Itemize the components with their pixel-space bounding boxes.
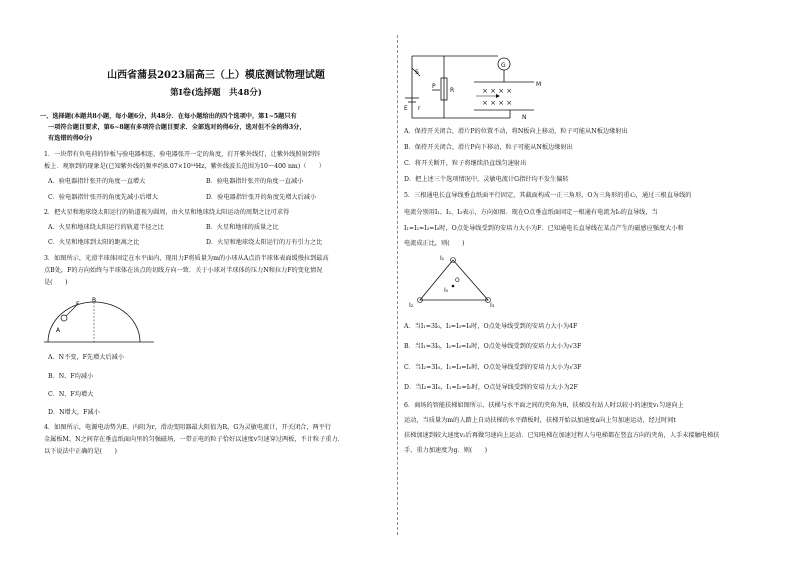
question-1-option-a: A．验电器指针张开的角度一直增大	[48, 178, 146, 185]
question-4-stem: 4．如图所示，电源电动势为E、内阻为r，滑动变阻器最大阻值为R，G为灵敏电流计，开关闭合，两平行	[44, 424, 332, 431]
figure-label-i2: I₂	[409, 302, 414, 308]
circuit-label-s: S	[415, 69, 419, 76]
question-1-stem: 板上．观察到的现象是(已知紫外线的频率约8.07×10¹⁴Hz，紫外线波长范围为10～400 nm)（ ）	[44, 163, 325, 170]
question-4-stem: 以下说法中正确的是( )	[44, 448, 117, 455]
question-5-stem: 电流分别用I₁、I₂、I₃表示，方向如图．现在O点垂直纸面固定一根通有电流为I₀的直导线，当	[404, 209, 658, 216]
figure-label-i0: I₀	[444, 287, 449, 294]
question-5-stem: 5．三根通电长直导线垂直纸面平行固定，其截面构成一正三角形，O为三角形的重心，通过三根直导线的	[404, 192, 692, 199]
question-3-option-b: B．N、F均减小	[48, 373, 94, 380]
question-6-stem: 扶梯加速到较大速度v₂后再做匀速向上运动．已知电梯在加速过程人与电梯都在竖直方向的夹角，人手未接触电梯扶	[404, 432, 720, 439]
question-3-stem: 3．如图所示，光滑半球体固定在水平面内，现用力F将质量为m的小球从A点沿半球体表面缓慢拉到最高	[44, 255, 329, 262]
figure-label-f: F	[76, 301, 80, 308]
question-5-option-a: A．当I₁=3I₀，I₂=I₃=I₀时，O点处导线受到的安培力大小为4F	[404, 323, 578, 330]
question-5-option-c: C．当I₂=3I₀，I₁=I₃=I₀时，O点处导线受到的安培力大小为√3F	[404, 364, 582, 371]
circuit-label-m: M	[536, 81, 542, 88]
svg-text:× × × ×: × × × ×	[482, 99, 513, 107]
figure-label-a: A	[56, 327, 61, 334]
circuit-label-n: N	[522, 114, 527, 121]
question-5-stem: I₁=I₂=I₃=I₀时，O点处导线受到的安培力大小为F．已知通电长直导线在某点产生的磁感应强度大小和	[404, 225, 684, 232]
question-3-stem: 点B处，F的方向始终与半球体在该点的切线方向一致．关于小球对半球体的压力N和拉力F的变化情况	[44, 267, 323, 274]
section-title: 第Ⅰ卷(选择题 共48分)	[170, 88, 262, 98]
hemisphere-figure	[42, 296, 162, 346]
question-6-stem: 6．商场的智能扶梯如图所示，扶梯与水平面之间的夹角为θ，扶梯没有站人时以较小的速度v₁匀速向上	[404, 402, 684, 409]
triangle-wires-figure	[408, 252, 498, 308]
question-5-option-b: B．当I₁=3I₀，I₂=I₃=I₀时，O点处导线受到的安培力大小为√3F	[404, 343, 582, 350]
figure-label-b: B	[92, 297, 97, 304]
question-5-option-d: D．当I₃=3I₀，I₁=I₂=I₀时，O点处导线受到的安培力大小为2F	[404, 384, 578, 391]
question-1-stem: 1．一块带有负电荷的锌板与验电器相连，验电器张开一定的角度，打开紫外线灯，让紫外线照射到锌	[44, 151, 321, 158]
question-1-option-c: C．验电器指针张开的角度先减小后增大	[48, 194, 158, 201]
figure-label-i1: I₁	[440, 255, 445, 262]
figure-label-i3: I₃	[490, 302, 495, 308]
circuit-label-r-internal: r	[418, 105, 421, 112]
instructions-line: 一、选择题(本题共8小题，每小题6分，共48分．在每小题给出的四个选项中，第1~5题只有	[40, 113, 297, 120]
question-1-option-d: D．验电器指针张开的角度先增大后减小	[206, 194, 317, 201]
circuit-label-e: E	[404, 105, 408, 112]
circuit-diagram	[402, 48, 542, 124]
instructions-line: 一项符合题目要求，第6~8题有多项符合题目要求．全部选对的得6分，选对但不全的得3分，	[48, 124, 306, 131]
circuit-label-g: G	[501, 62, 506, 69]
question-4-option-c: C．将开关断开，粒子将继续沿直线匀速射出	[404, 160, 527, 167]
question-4-stem: 金属板M、N之间存在垂直纸面向里的匀强磁场，一带正电的粒子恰好以速度v匀速穿过两板，不计粒子重力．	[44, 436, 344, 443]
question-2-option-c: C．火星和地球到太阳的距离之比	[48, 239, 140, 246]
circuit-label-p: P	[432, 83, 436, 90]
svg-text:× × × ×: × × × ×	[482, 87, 513, 95]
column-divider	[397, 35, 398, 535]
question-2-option-b: B．火星和地球的质量之比	[206, 224, 279, 231]
question-1-option-b: B．验电器指针张开的角度一直减小	[206, 178, 304, 185]
question-3-stem: 是( )	[44, 279, 68, 286]
question-4-option-a: A．保持开关闭合，滑片P的位置不动，将N板向上移动，粒子可能从N板边缘射出	[404, 128, 628, 135]
question-4-option-d: D．把上述三个选项情况中，灵敏电流计G指针均不发生偏转	[404, 176, 569, 183]
question-5-stem: 电流成正比，则( )	[404, 240, 465, 247]
question-2-stem: 2．把火星和地球绕太阳运行的轨道视为圆周，由火星和地球绕太阳运动的周期之比可求得	[44, 209, 290, 216]
question-4-option-b: B．保持开关闭合，滑片P向下移动，粒子可能从N板边缘射出	[404, 144, 573, 151]
question-3-option-c: C．N、F均增大	[48, 391, 94, 398]
question-2-option-a: A．火星和地球绕太阳运行的轨道半径之比	[48, 224, 164, 231]
figure-label-o: O	[455, 277, 460, 284]
question-3-option-a: A．N不变，F先增大后减小	[48, 354, 125, 361]
question-6-stem: 运动，当质量为m的人踏上自动扶梯的水平踏板时，扶梯开始以加速度a向上匀加速运动，经过时间t	[404, 417, 676, 424]
question-6-stem: 手，重力加速度为g．则( )	[404, 447, 488, 454]
question-2-option-d: D．火星和地球绕太阳运行的万有引力之比	[206, 239, 323, 246]
instructions-line: 有选错的得0分)	[48, 135, 93, 142]
circuit-label-r: R	[450, 87, 455, 94]
page-title: 山西省蒲县2023届高三（上）模底测试物理试题	[107, 70, 325, 81]
question-3-option-d: D．N增大，F减小	[48, 409, 100, 416]
